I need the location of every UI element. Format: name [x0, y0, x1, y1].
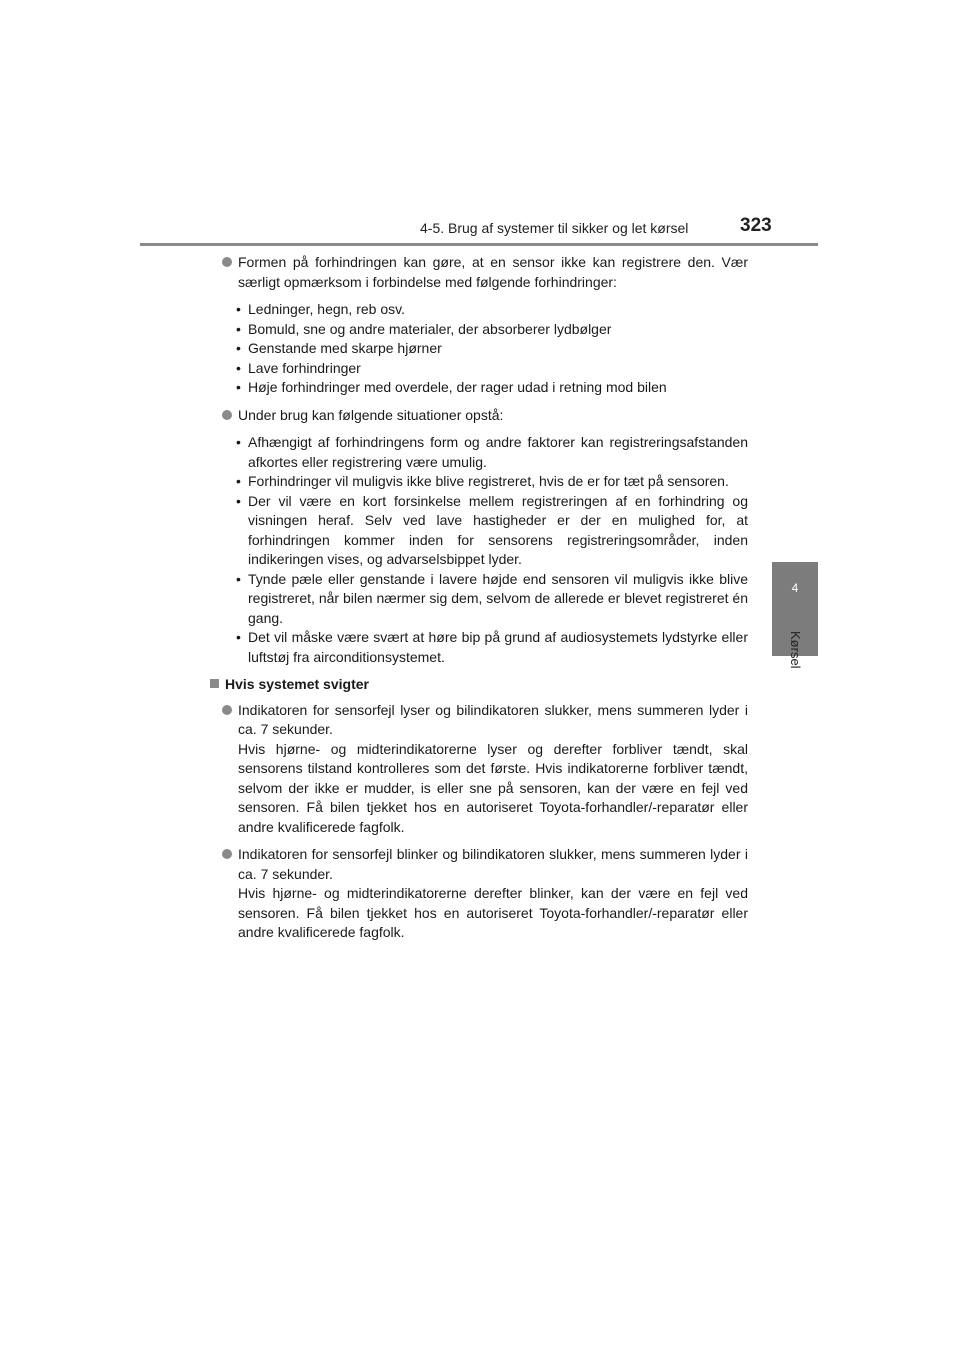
obstacle-list [222, 300, 748, 398]
situation-list [222, 433, 748, 667]
bullet-sensor-blink [222, 845, 748, 943]
paragraph: Under brug kan følgende situationer opstå: [238, 406, 504, 423]
bullet-dot-icon [222, 257, 232, 267]
list-item: • Bomuld, sne og andre materialer, der absorberer lydbølger [222, 320, 748, 340]
paragraph: Hvis hjørne- og midterindikatorerne lyser og derefter forbliver tændt, skal sensorens tilstand kontrolleres som det første. Hvis indikatorerne forbliver tændt, selvom der ikke er mudder, is eller sne på sensoren, kan der være en fejl ved sensoren. Få bilen tjekket hos en autoriseret Toyota-forhandler/-reparatør eller andre kvalificerede fagfolk. [238, 740, 748, 835]
bullet-dot-icon [222, 705, 232, 715]
list-item: • Det vil måske være svært at høre bip på grund af audiosystemets lydstyrke eller luftstøj fra airconditionsystemet. [222, 628, 748, 667]
bullet-dot-icon [222, 849, 232, 859]
paragraph: Hvis hjørne- og midterindikatorerne derefter blinker, kan der være en fejl ved sensoren. Få bilen tjekket hos en autoriseret Toyota-forhandler/-reparatør eller andre kvalificerede fagfolk. [238, 885, 748, 940]
page-content [222, 253, 748, 951]
subsection-heading [222, 675, 748, 695]
bullet-obstacle-shape [222, 253, 748, 292]
subsection-heading-text: Hvis systemet svigter [225, 676, 369, 692]
paragraph: Indikatoren for sensorfejl lyser og bilindikatoren slukker, mens summeren lyder i ca. 7 sekunder. [238, 701, 748, 737]
list-item: • Ledninger, hegn, reb osv. [222, 300, 748, 320]
paragraph: Formen på forhindringen kan gøre, at en sensor ikke kan registrere den. Vær særligt opmærksom i forbindelse med følgende forhindringer: [238, 254, 748, 290]
header-divider [140, 243, 818, 246]
bullet-dot-icon [222, 410, 232, 420]
list-item: • Genstande med skarpe hjørner [222, 339, 748, 359]
list-item: • Lave forhindringer [222, 359, 748, 379]
chapter-label: Kørsel [788, 631, 803, 669]
chapter-number: 4 [791, 581, 799, 595]
list-item: • Høje forhindringer med overdele, der rager udad i retning mod bilen [222, 378, 748, 398]
list-item: • Forhindringer vil muligvis ikke blive registreret, hvis de er for tæt på sensoren. [222, 472, 748, 492]
square-bullet-icon [210, 679, 219, 688]
list-item: • Der vil være en kort forsinkelse mellem registreringen af en forhindring og visningen heraf. Selv ved lave hastigheder er der en mulighed for, at forhindringen kommer inden for sensorens registreringsområder, inden indikeringen vises, og advarselsbippet lyder. [222, 492, 748, 570]
bullet-situations [222, 406, 748, 426]
section-title: 4-5. Brug af systemer til sikker og let kørsel [420, 220, 689, 236]
page-number: 323 [740, 215, 772, 236]
bullet-sensor-lit [222, 701, 748, 838]
list-item: • Afhængigt af forhindringens form og andre faktorer kan registreringsafstanden afkortes eller registrering være umulig. [222, 433, 748, 472]
list-item: • Tynde pæle eller genstande i lavere højde end sensoren vil muligvis ikke blive registreret, når bilen nærmer sig dem, selvom de allerede er blevet registreret én gang. [222, 570, 748, 629]
paragraph: Indikatoren for sensorfejl blinker og bilindikatoren slukker, mens summeren lyder i ca. 7 sekunder. [238, 846, 748, 882]
